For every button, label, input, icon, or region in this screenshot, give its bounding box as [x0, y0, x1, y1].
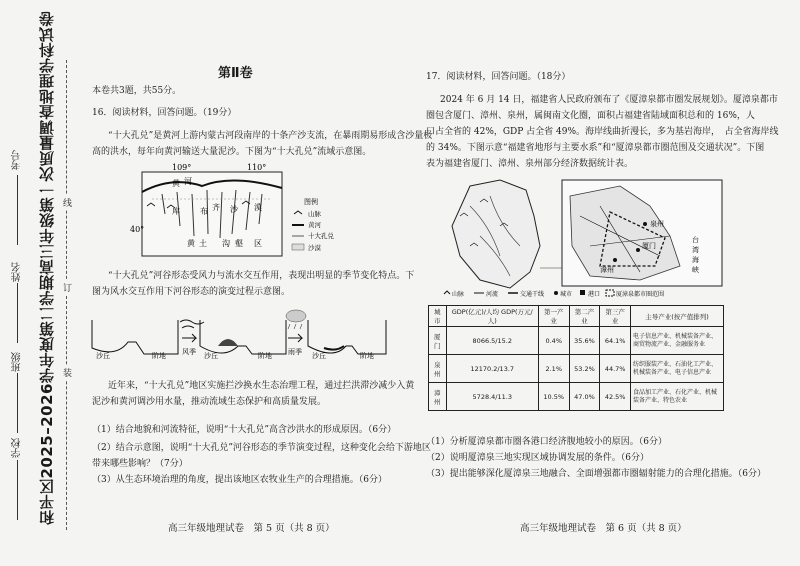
map1-lon-right: 110°	[247, 163, 267, 172]
cell-tertiary: 42.5%	[600, 383, 631, 411]
map1-label-12: 区	[254, 239, 262, 248]
map1-label-11: 壑	[235, 239, 243, 248]
valley-evolution-diagram	[88, 302, 388, 366]
left-page-footer: 高三年级地理试卷 第 5 页（共 8 页）	[168, 523, 335, 534]
stage-3	[308, 320, 386, 360]
cell-primary: 2.1%	[538, 355, 569, 383]
q16-para1-line1: “十大孔兑”是黄河上游内蒙古河段南岸的十条产沙支流，在暴雨期易形成含沙量极	[108, 131, 433, 141]
q16-sub1: （1）结合地貌和河流特征，说明“十大孔兑”高含沙洪水的形成原因。（6分）	[92, 425, 397, 435]
cell-city: 漳州	[429, 383, 447, 411]
wind-season-label: 风季	[182, 348, 196, 356]
cell-leading: 电子信息产业、机械装备产业、商贸物流产业、金融服务业	[631, 327, 724, 355]
th-gdp: GDP(亿元)/人均 GDP(万元/人)	[446, 306, 538, 327]
field-class: 班级	[12, 352, 23, 372]
map2-legend-port: 港口	[588, 291, 601, 298]
school-line	[17, 460, 18, 520]
q17-sub1: （1）分析厦漳泉都市圈各港口经济腹地较小的原因。（6分）	[426, 437, 667, 447]
cell-leading: 食品加工产业、石化产业、机械装备产业、特色农业	[631, 383, 724, 411]
stage-1	[92, 320, 178, 360]
th-primary: 第一产业	[538, 306, 569, 327]
map1-label-1: 黄	[172, 179, 180, 188]
fujian-terrain-map	[452, 180, 540, 288]
map1-legend-title: 图例	[304, 198, 318, 206]
section-title: 第Ⅱ卷	[218, 66, 253, 81]
field-school: 学校	[12, 438, 23, 458]
map2-label-wan: 湾	[692, 246, 699, 254]
cell-secondary: 35.6%	[569, 327, 600, 355]
q16-title: 16．阅读材料，回答问题。（19分）	[92, 108, 237, 118]
cell-city: 泉州	[429, 355, 447, 383]
seal-mark-1: 线	[63, 195, 72, 210]
cell-gdp: 5728.4/11.3	[446, 383, 538, 411]
q17-sub3: （3）提出能够深化厦漳泉三地融合、全面增强都市圈辐射能力的合理化措施。（6分）	[426, 469, 766, 479]
q16-sub3: （3）从生态环境治理的角度，提出该地区农牧业生产的合理措施。（6分）	[92, 475, 387, 485]
rain-season-label: 雨季	[288, 348, 302, 356]
exam-no-line	[17, 175, 18, 245]
seal-mark-3: 装	[63, 365, 72, 380]
stage3-terrace: 阶地	[360, 352, 374, 360]
map2-label-zhangzhou: 漳州	[600, 266, 614, 274]
map1-label-6: 沙	[230, 205, 238, 214]
cell-leading: 纺织服装产业、石油化工产业、机械装备产业、电子信息产业	[631, 355, 724, 383]
cell-gdp: 12170.2/13.7	[446, 355, 538, 383]
ten-kongdui-map	[132, 164, 352, 264]
map1-legend-river: 黄河	[308, 221, 321, 229]
stage3-dune: 沙丘	[312, 352, 326, 360]
seal-mark-2: 订	[63, 280, 72, 295]
name-line	[17, 283, 18, 343]
q17-para-line4: 的 34%。下图示意“福建省地形与主要水系”和“厦漳泉都市圈范围及交通状况”。下图	[426, 143, 765, 153]
q16-para2-line1: “十大孔兑”河谷形态受风力与流水交互作用，表现出明显的季节变化特点。下	[108, 271, 415, 281]
th-city: 城市	[429, 306, 447, 327]
map1-label-2: 河	[184, 177, 192, 186]
field-exam-no: 考号	[12, 150, 23, 170]
th-leading: 主导产业(按产值排列)	[631, 306, 724, 327]
q16-sub2-line1: （2）结合示意图，说明“十大孔兑”河谷形态的季节演变过程，这种变化会给下游地区	[92, 443, 431, 453]
map2-label-hai: 海	[692, 256, 699, 264]
th-secondary: 第二产业	[569, 306, 600, 327]
map1-label-10: 沟	[222, 239, 230, 248]
stage-2	[200, 320, 286, 360]
fujian-maps	[440, 176, 730, 298]
q17-para-line3: 口占全省的 42%，GDP 占全省 49%。海岸线曲折漫长，多为基岩海岸， 占全省海岸线	[426, 127, 779, 137]
map2-legend-mountain: 山脉	[452, 291, 465, 298]
map2-legend	[444, 290, 664, 298]
map1-legend-mountain: 山脉	[308, 210, 321, 218]
table-header-row	[429, 306, 724, 327]
cell-secondary: 53.2%	[569, 355, 600, 383]
binding-margin	[0, 0, 73, 566]
q17-title: 17．阅读材料，回答问题。（18分）	[426, 72, 571, 82]
map1-legend-kongdui: 十大孔兑	[308, 232, 334, 240]
q16-sub2-line2: 带来哪些影响？（7分）	[92, 459, 188, 469]
th-tertiary: 第三产业	[600, 306, 631, 327]
map1-label-4: 布	[200, 207, 208, 216]
field-name: 姓名	[12, 262, 23, 282]
section-note: 本卷共3题，共55分。	[92, 86, 182, 96]
cell-tertiary: 44.7%	[600, 355, 631, 383]
q16-para1-line2: 高的洪水，每年向黄河输送大量泥沙。下图为“十大孔兑”流域示意图。	[92, 147, 372, 157]
cell-gdp: 8066.5/15.2	[446, 327, 538, 355]
map1-label-3: 库	[172, 207, 180, 216]
map1-legend-desert: 沙漠	[308, 244, 321, 252]
right-page-footer: 高三年级地理试卷 第 6 页（共 8 页）	[520, 523, 687, 534]
rain-cloud-icon	[286, 310, 306, 329]
q17-sub2: （2）说明厦漳泉三地实现区域协调发展的条件。（6分）	[426, 453, 649, 463]
map2-label-quanzhou: 泉州	[650, 220, 664, 228]
table-row	[429, 383, 724, 411]
exam-series-title: 和平区2025–2026学年度第二学期高三年级第一次质量调查地理学科试卷	[38, 11, 56, 525]
stage1-terrace: 阶地	[152, 352, 166, 360]
q16-para2-line2: 图为风水交互作用下河谷形态的演变过程示意图。	[92, 287, 291, 297]
binding-cut-line	[66, 60, 67, 530]
q16-para3-line2: 泥沙和黄河调沙用水量，推动流域生态保护和高质量发展。	[92, 397, 327, 407]
cell-primary: 10.5%	[538, 383, 569, 411]
map1-lat: 40°	[130, 225, 145, 234]
table-row	[429, 355, 724, 383]
map2-legend-metro: 厦漳泉都市圈范围	[616, 291, 665, 298]
q17-para-line1: 2024 年 6 月 14 日，福建省人民政府颁布了《厦漳泉都市圈发展规划》。厦漳泉都市	[440, 95, 778, 105]
map2-legend-city: 城市	[560, 291, 573, 298]
map2-label-xiamen: 厦门	[642, 242, 656, 250]
q16-para3-line1: 近年来，“十大孔兑”地区实施拦沙换水生态治理工程，通过拦洪滞沙减少入黄	[108, 381, 415, 391]
cell-tertiary: 64.1%	[600, 327, 631, 355]
cell-secondary: 47.0%	[569, 383, 600, 411]
map1-label-8: 黄	[187, 239, 195, 248]
map1-label-7: 漠	[254, 203, 262, 212]
map1-label-9: 土	[199, 239, 207, 248]
cell-city: 厦门	[429, 327, 447, 355]
table-row	[429, 327, 724, 355]
map2-label-xia: 峡	[692, 266, 699, 274]
map1-label-5: 齐	[212, 203, 220, 212]
map2-legend-transport: 交通干线	[520, 291, 545, 298]
map1-lon-left: 109°	[172, 163, 192, 172]
economic-data-table	[428, 305, 724, 411]
q17-para-line5: 表为福建省厦门、漳州、泉州部分经济数据统计表。	[426, 159, 634, 169]
stage2-dune: 沙丘	[204, 352, 218, 360]
cell-primary: 0.4%	[538, 327, 569, 355]
q17-para-line2: 圈包含厦门、漳州、泉州，属闽南文化圈，面积占福建省陆域面积总和的 16%，人	[426, 111, 755, 121]
class-line	[17, 373, 18, 433]
stage2-terrace: 阶地	[258, 352, 272, 360]
map2-label-tai: 台	[692, 236, 699, 244]
stage1-dune: 沙丘	[96, 352, 110, 360]
map2-legend-river: 河流	[486, 291, 499, 298]
